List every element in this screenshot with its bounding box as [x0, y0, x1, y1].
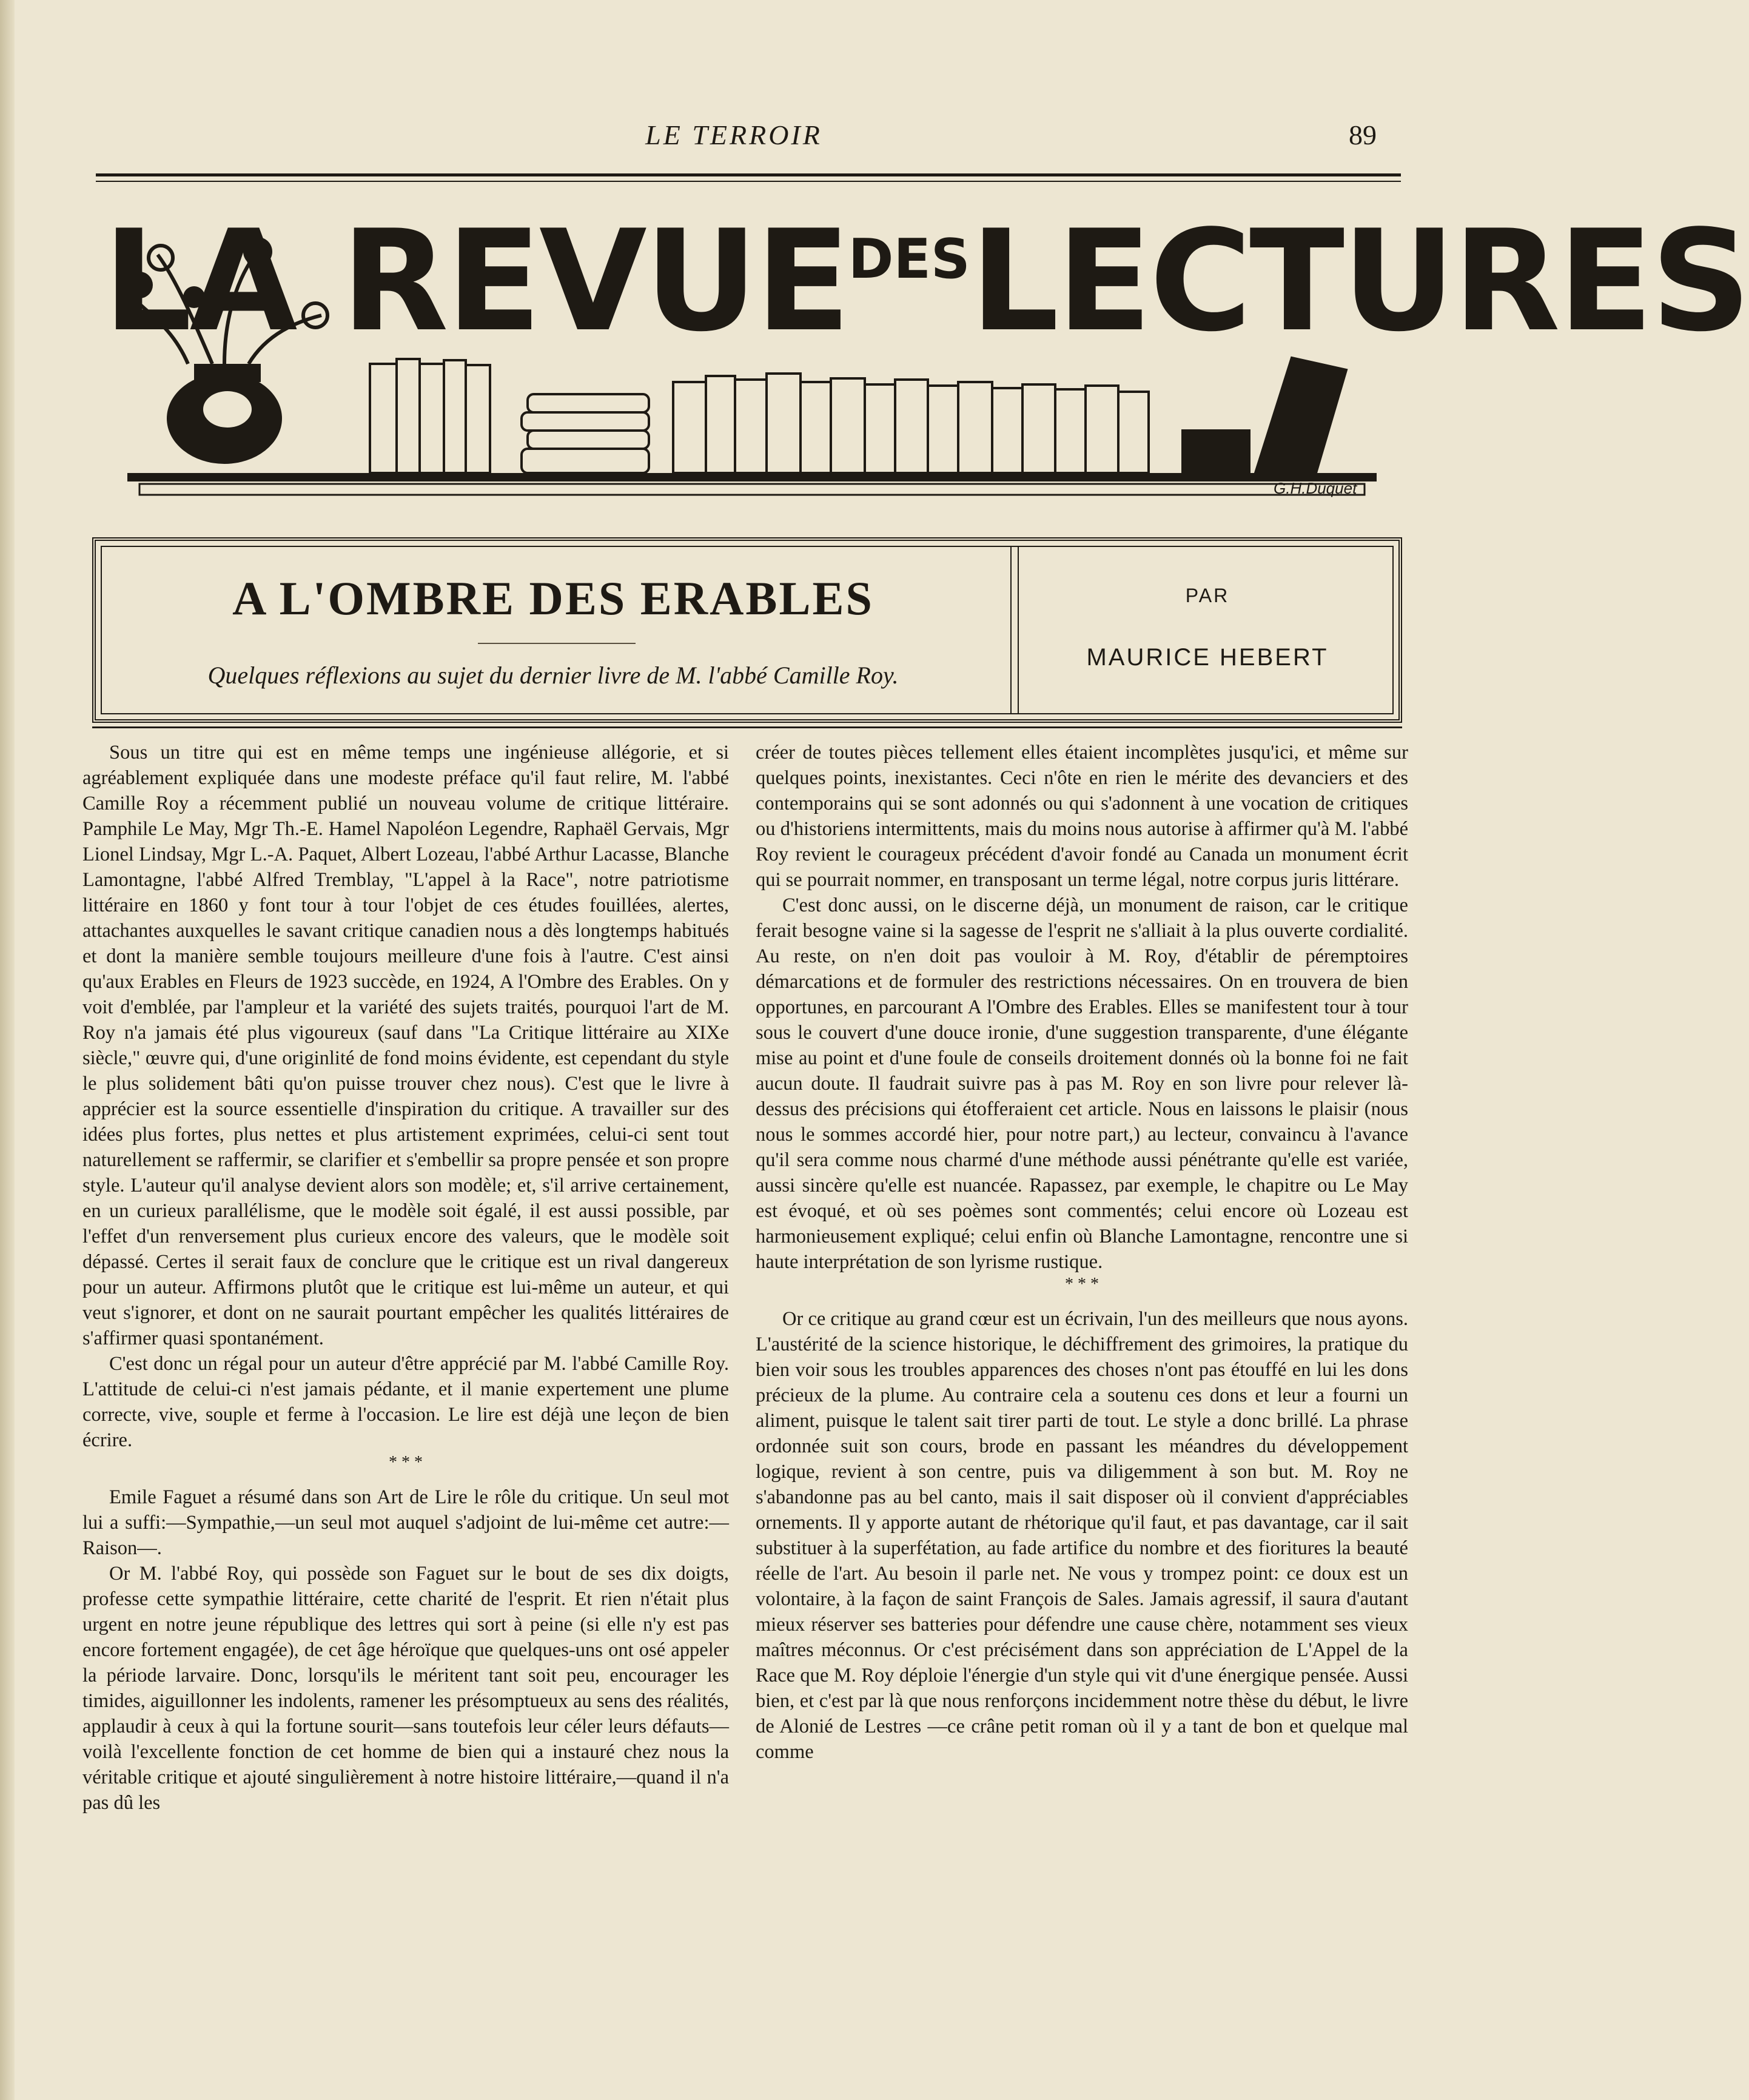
article-header-divider [1010, 546, 1019, 714]
right-column [756, 740, 1408, 1765]
paragraph: créer de toutes pièces tellement elles étaient incomplètes jusqu'ici, et même sur quelques points, inexistantes. Ceci n'ôte en rien le mérite des devanciers et des contemporains qui se sont adonnés ou qui s'adonnent à une vocation de critiques ou d'historiens intermittents, mais du moins nous autorise à affirmer qu'à M. l'abbé Roy revient le courageux précédent d'avoir fondé au Canada un monument écrit qui se pourrait nommer, en transposant un terme légal, notre corpus juris littérare. [756, 742, 1408, 891]
shelf-icon [127, 473, 1377, 481]
books-on-shelf-icon [370, 358, 1346, 473]
running-head-title: LE TERROIR [645, 119, 822, 150]
article-author: MAURICE HEBERT [1086, 644, 1329, 671]
section-separator: * * * [1065, 1275, 1099, 1293]
paragraph: Emile Faguet a résumé dans son Art de Lire le rôle du critique. Un seul mot lui a suffi:—Sympathie,—un seul mot auquel s'adjoint de lui-même cet autre:—Raison—. [82, 1486, 729, 1559]
article-subtitle: Quelques réflexions au sujet du dernier livre de M. l'abbé Camille Roy. [207, 662, 899, 689]
header-bottom-rule [92, 726, 1402, 728]
left-column [82, 740, 729, 1816]
top-rule [96, 173, 1401, 176]
title-separator [478, 643, 636, 644]
paragraph: C'est donc un régal pour un auteur d'être apprécié par M. l'abbé Camille Roy. L'attitude de celui-ci n'est jamais pédante, et il manie expertement une plume correcte, vive, souple et ferme à l'occasion. Le lire est déjà une leçon de bien écrire. [82, 1353, 729, 1451]
paragraph: C'est donc aussi, on le discerne déjà, un monument de raison, car le critique ferait besogne vaine si la sagesse de l'esprit ne s'alliait à la plus ouverte cordialité. Au reste, on n'en doit pas vouloir à M. Roy, d'établir de péremptoires démarcations et de formuler des restrictions nécessaires. On en trouvera de bien opportunes, en parcourant A l'Ombre des Erables. Elles se manifestent tour à tour sous le couvert d'une douce ironie, d'une suggestion transparente, d'une élégante mise au point et d'une foule de conseils droitement donnés où la bonne foi ne fait aucun doute. Il faudrait suivre pas à pas M. Roy en son livre pour relever là-dessus des précisions qui étofferaient cet article. Nous en laissons le plaisir (nous nous le sommes accordé hier, pour notre part,) au lecteur, convaincu à l'avance qu'il sera comme nous charmé d'une méthode aussi pénétrante qu'elle est variée, aussi sincère qu'elle est nuancée. Rapassez, par exemple, le chapitre ou Le May est évoqué, et où ses poèmes sont commentés; celui encore où Lozeau est harmonieusement expliqué; celui enfin où Blanche Lamontagne, rencontre une si haute interprétation de son lyrisme rustique. [756, 894, 1408, 1273]
page-edge [0, 0, 15, 2100]
section-separator: * * * [389, 1453, 423, 1472]
article-title: A L'OMBRE DES ERABLES [232, 572, 874, 625]
running-head [91, 119, 1377, 161]
banner-title-part-2: LECTURES [970, 201, 1749, 363]
banner-title-des: DES [848, 227, 970, 291]
banner-title [103, 201, 1749, 363]
paragraph: Or M. l'abbé Roy, qui possède son Faguet sur le bout de ses dix doigts, professe cette sympathie littéraire, cette charité de l'esprit. Et rien n'était plus urgent en notre jeune république des lettres qui sort à peine (si elle n'y est pas encore fortement engagée), de cet âge héroïque que quelques-uns ont osé appeler la période larvaire. Donc, lorsqu'ils le méritent tant soit peu, encourager les timides, aiguillonner les indolents, ramener les présomptueux au sens des réalités, applaudir à ceux à qui la fortune sourit—sans toutefois leur céler leurs défauts—voilà l'excellente fonction de cet homme de bien qui a instauré chez nous la véritable critique et ajouté singulièrement à notre histoire littéraire,—quand il n'a pas dû les [82, 1563, 729, 1814]
top-rule-thin [96, 181, 1401, 182]
banner-title-part-1: LA REVUE [103, 201, 848, 363]
byline-label: PAR [1185, 585, 1230, 606]
artist-signature: G.H.Duquet [1274, 479, 1357, 497]
article-header-box [92, 537, 1402, 723]
paragraph: Sous un titre qui est en même temps une ingénieuse allégorie, et si agréablement expliquée dans une modeste préface qu'il faut relire, M. l'abbé Camille Roy a récemment publié un nouveau volume de critique littéraire. Pamphile Le May, Mgr Th.-E. Hamel Napoléon Legendre, Raphaël Gervais, Mgr Lionel Lindsay, Mgr L.-A. Paquet, Albert Lozeau, l'abbé Arthur Lacasse, Blanche Lamontagne, l'abbé Alfred Tremblay, "L'appel à la Race", notre patriotisme littéraire en 1860 y font tour à tour l'objet de ces études fouillées, alertes, attachantes auxquelles le savant critique canadien nous a dès longtemps habitués et dont la manière semble toujours meilleure d'une fois à l'autre. C'est ainsi qu'aux Erables en Fleurs de 1923 succède, en 1924, A l'Ombre des Erables. On y voit d'emblée, par l'ampleur et la variété des sujets traités, pourquoi l'art de M. Roy n'a jamais été plus vigoureux (sauf dans "La Critique littéraire au XIXe siècle," œuvre qui, d'une originlité de fond moins évidente, est cependant du style le plus solidement bâti qu'on puisse trouver chez nous). C'est que le livre à apprécier est la source essentielle d'inspiration du critique. A travailler sur des idées plus fortes, plus nettes et plus artistement exprimées, celui-ci sent tout naturellement se raffermir, se clarifier et s'embellir sa propre pensée et son propre style. L'auteur qu'il analyse devient alors son modèle; et, s'il arrive certainement, en un curieux parallélisme, que le modèle soit égalé, il est aussi possible, par l'effet d'un renversement plus curieux encore des valeurs, que le modèle soit dépassé. Certes il serait faux de conclure que le critique est un rival dangereux pour un auteur. Affirmons plutôt que le critique est lui-même un auteur, et qui veut s'ignorer, et dont on ne saurait pourtant empêcher les qualités littéraires de s'affirmer quasi spontanément. [82, 742, 729, 1349]
revue-des-lectures-banner [103, 200, 1749, 509]
paragraph: Or ce critique au grand cœur est un écrivain, l'un des meilleurs que nous ayons. L'austérité de la science historique, le déchiffrement des grimoires, la pratique du bien voir sous les troubles apparences des choses n'ont pas étouffé en lui les dons précieux de la plume. Au contraire cela a soutenu ces dons et leur a fourni un aliment, puisque le talent sait tirer parti de tout. Le style a donc brillé. La phrase ordonnée suit son cours, brode en passant les méandres du développement logique, revient à son centre, puis va diligemment à son but. M. Roy ne s'abandonne pas au bel canto, mais il sait disposer où il convient d'appréciables ornements. Il y apporte autant de rhétorique qu'il faut, et pas davantage, car il sait substituer à la superfétation, au fade artifice du nombre et des fioritures la beauté réelle de l'art. Au besoin il parle net. Ne vous y trompez point: ce doux est un volontaire, à la façon de saint François de Sales. Jamais agressif, il saura d'autant mieux réserver ses batteries pour défendre une cause chère, notamment ses vieux maîtres méconnus. Or c'est précisément dans son appréciation de L'Appel de la Race que M. Roy déploie l'énergie d'un style qui vit d'une énergique pensée. Aussi bien, et c'est par là que nous renforçons incidemment notre thèse du début, le livre de Alonié de Lestres —ce crâne petit roman où il y a tant de bon et quelque mal comme [756, 1308, 1408, 1763]
page-number: 89 [1349, 119, 1377, 150]
